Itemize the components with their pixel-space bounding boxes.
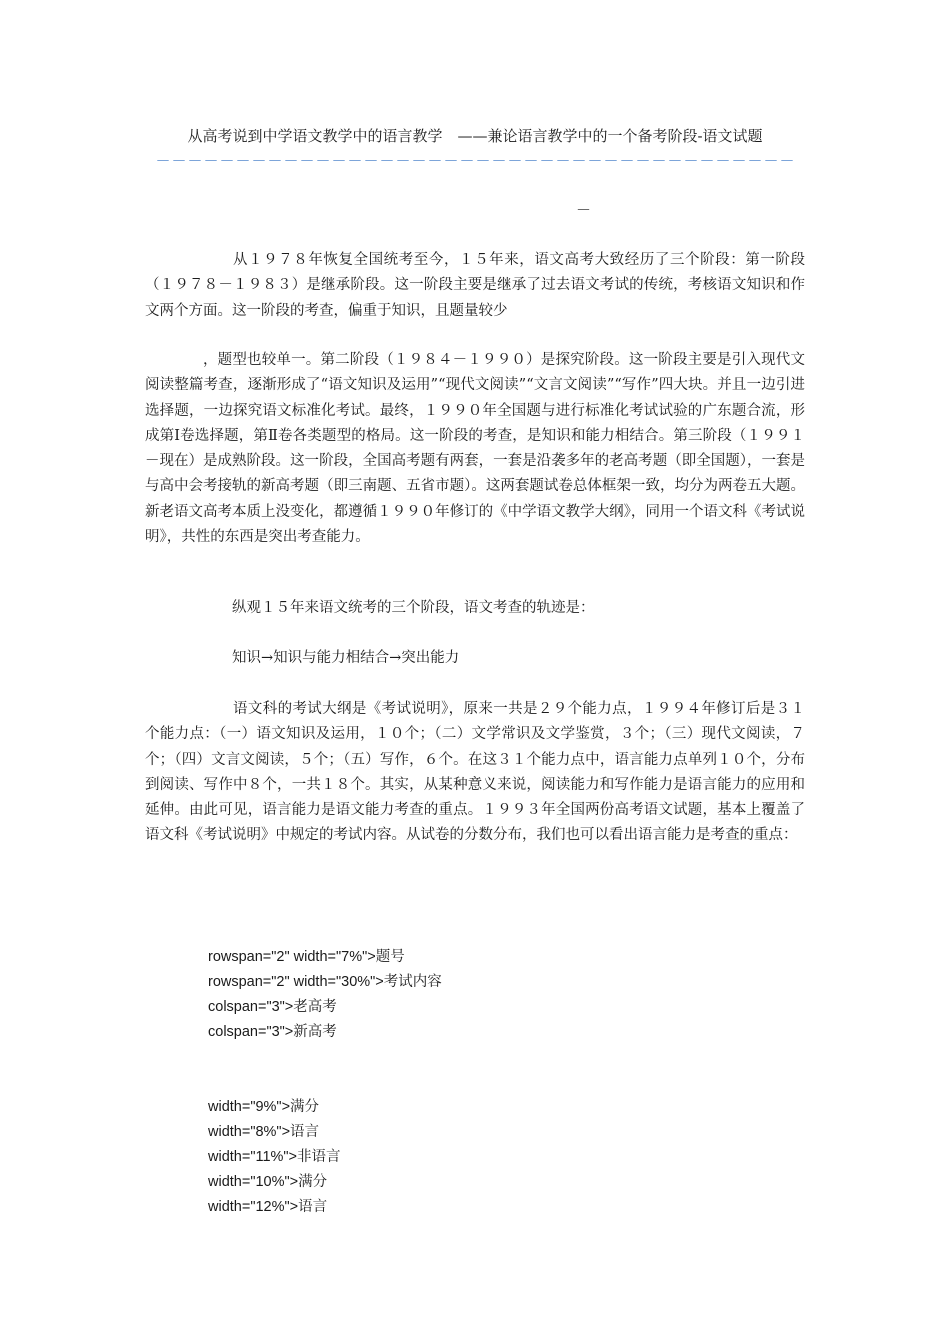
- table-header-cell: [208, 945, 442, 970]
- table-header-cell: [208, 1020, 442, 1045]
- paragraph-4: 知识→知识与能力相结合→突出能力: [232, 650, 460, 666]
- cell-attribute: width="9%">: [208, 1099, 291, 1115]
- cell-text: 满分: [290, 1099, 320, 1115]
- table-header-row-1: [208, 945, 442, 1045]
- table-header-row-2: [208, 1095, 341, 1220]
- cell-attribute: rowspan="2" width="7%">: [208, 949, 376, 965]
- title-divider-rule: －－－－－－－－－－－－－－－－－－－－－－－－－－－－－－－－－－－－－－－－: [155, 152, 796, 170]
- paragraph-3: 纵观１５年来语文统考的三个阶段，语文考查的轨迹是：: [232, 600, 595, 616]
- cell-text: 题号: [375, 949, 405, 965]
- table-header-cell: [208, 1170, 341, 1195]
- cell-text: 语言: [290, 1124, 320, 1140]
- divider-tail: －: [576, 201, 592, 219]
- table-header-cell: [208, 1145, 341, 1170]
- document-title: 从高考说到中学语文教学中的语言教学 ——兼论语言教学中的一个备考阶段-语文试题: [187, 127, 763, 145]
- cell-text: 语言: [298, 1199, 328, 1215]
- cell-attribute: width="11%">: [208, 1149, 298, 1165]
- cell-attribute: rowspan="2" width="30%">: [208, 974, 384, 990]
- cell-text: 新高考: [293, 1024, 337, 1040]
- table-header-cell: [208, 970, 442, 995]
- cell-attribute: colspan="3">: [208, 999, 294, 1015]
- paragraph-2: ，题型也较单一。第二阶段（１９８４－１９９０）是探究阶段。这一阶段主要是引入现代文阅读整篇考查，逐渐形成了“语文知识及运用”“现代文阅读”“文言文阅读”“写作”四大块。并且一边引进选择题，一边探究语文标准化考试。最终，１９９０年全国题与进行标准化考试试验的广东题合流，形成第Ⅰ卷选择题，第Ⅱ卷各类题型的格局。这一阶段的考查，是知识和能力相结合。第三阶段（１９９１－现在）是成熟阶段。这一阶段，全国高考题有两套，一套是沿袭多年的老高考题（即全国题），一套是与高中会考接轨的新高考题（即三南题、五省市题）。这两套题试卷总体框架一致，均分为两卷五大题。新老语文高考本质上没变化，都遵循１９９０年修订的《中学语文教学大纲》，同用一个语文科《考试说明》，共性的东西是突出考查能力。: [145, 352, 805, 546]
- table-header-cell: [208, 1120, 341, 1145]
- cell-attribute: width="12%">: [208, 1199, 299, 1215]
- table-header-cell: [208, 1195, 341, 1220]
- paragraph-5: 语文科的考试大纲是《考试说明》，原来一共是２９个能力点，１９９４年修订后是３１个能力点：（一）语文知识及运用，１０个；（二）文学常识及文学鉴赏，３个；（三）现代文阅读，７个；（四）文言文阅读，５个；（五）写作，６个。在这３１个能力点中，语言能力点单列１０个，分布到阅读、写作中８个，一共１８个。其实，从某种意义来说，阅读能力和写作能力是语言能力的应用和延伸。由此可见，语言能力是语文能力考查的重点。１９９３年全国两份高考语文试题，基本上覆盖了语文科《考试说明》中规定的考试内容。从试卷的分数分布，我们也可以看出语言能力是考查的重点：: [145, 701, 805, 844]
- cell-attribute: width="8%">: [208, 1124, 291, 1140]
- cell-attribute: colspan="3">: [208, 1024, 294, 1040]
- cell-text: 满分: [298, 1174, 328, 1190]
- table-header-cell: [208, 995, 442, 1020]
- table-header-cell: [208, 1095, 341, 1120]
- cell-attribute: width="10%">: [208, 1174, 299, 1190]
- cell-text: 非语言: [297, 1149, 341, 1165]
- cell-text: 考试内容: [383, 974, 442, 990]
- cell-text: 老高考: [293, 999, 337, 1015]
- paragraph-1: 从１９７８年恢复全国统考至今，１５年来，语文高考大致经历了三个阶段：第一阶段（１９７８－１９８３）是继承阶段。这一阶段主要是继承了过去语文考试的传统，考核语文知识和作文两个方面。这一阶段的考查，偏重于知识，且题量较少: [145, 252, 805, 319]
